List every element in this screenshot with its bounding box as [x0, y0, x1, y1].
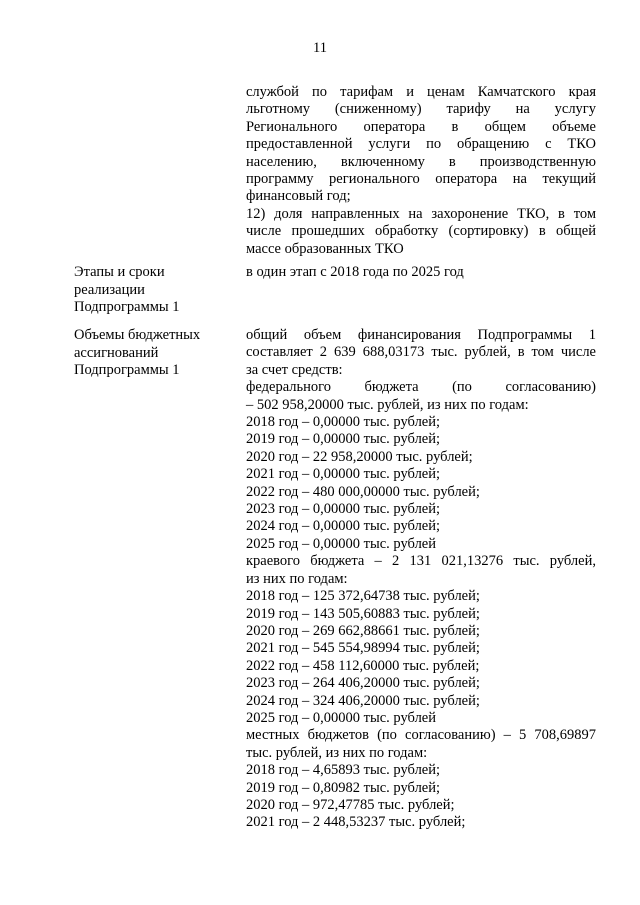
text-line: льготному (сниженному) тарифу на услугу	[246, 101, 596, 118]
text-line: 2021 год – 0,00000 тыс. рублей;	[246, 466, 441, 483]
text-line: в один этап с 2018 года по 2025 год	[246, 264, 464, 280]
label-line: реализации	[74, 281, 145, 298]
text-line: общий объем финансирования Подпрограммы 1	[246, 327, 596, 343]
text-line: 2018 год – 125 372,64738 тыс. рублей;	[246, 588, 480, 605]
row-content	[246, 327, 596, 832]
text-line: 2025 год – 0,00000 тыс. рублей	[246, 709, 437, 726]
text-line: 2020 год – 972,47785 тыс. рублей;	[246, 796, 455, 813]
text-line: 2019 год – 0,00000 тыс. рублей;	[246, 431, 441, 448]
text-line: составляет 2 639 688,03173 тыс. рублей, в том числе	[246, 344, 596, 361]
label-line: Объемы бюджетных	[74, 327, 201, 343]
text-line: 2024 год – 324 406,20000 тыс. рублей;	[246, 692, 480, 709]
text-line: населению, включенному в производственную	[246, 153, 596, 170]
text-line: местных бюджетов (по согласованию) – 5 708,69897	[246, 727, 596, 744]
row-label	[74, 327, 239, 380]
text-line: массе образованных ТКО	[246, 240, 404, 257]
text-line: из них по годам:	[246, 570, 348, 587]
text-line: 2020 год – 22 958,20000 тыс. рублей;	[246, 448, 473, 465]
text-line: за счет средств:	[246, 361, 343, 378]
row-label	[74, 264, 239, 317]
text-line: 2023 год – 0,00000 тыс. рублей;	[246, 501, 441, 518]
text-line: числе прошедших обработку (сортировку) в общей	[246, 223, 596, 240]
text-line: 2022 год – 480 000,00000 тыс. рублей;	[246, 483, 480, 500]
text-line: 2021 год – 2 448,53237 тыс. рублей;	[246, 814, 466, 831]
text-line: финансовый год;	[246, 188, 351, 205]
text-line: 2019 год – 143 505,60883 тыс. рублей;	[246, 605, 480, 622]
text-line: федерального бюджета (по согласованию)	[246, 379, 596, 396]
text-line: 2021 год – 545 554,98994 тыс. рублей;	[246, 640, 480, 657]
text-line: 2023 год – 264 406,20000 тыс. рублей;	[246, 675, 480, 692]
text-line: службой по тарифам и ценам Камчатского края	[246, 84, 596, 100]
label-line: Подпрограммы 1	[74, 299, 180, 316]
text-line: программу регионального оператора на текущий	[246, 171, 596, 188]
text-line: краевого бюджета – 2 131 021,13276 тыс. рублей,	[246, 553, 596, 570]
text-line: 2025 год – 0,00000 тыс. рублей	[246, 535, 437, 552]
row-content	[246, 264, 596, 281]
text-line: 2022 год – 458 112,60000 тыс. рублей;	[246, 657, 480, 674]
text-line: 2018 год – 0,00000 тыс. рублей;	[246, 414, 441, 431]
text-line: Регионального оператора в общем объеме	[246, 118, 596, 135]
text-line: 2020 год – 269 662,88661 тыс. рублей;	[246, 622, 480, 639]
label-line: Подпрограммы 1	[74, 362, 180, 379]
text-line: тыс. рублей, из них по годам:	[246, 744, 428, 761]
row-content	[246, 84, 596, 258]
text-line: 2018 год – 4,65893 тыс. рублей;	[246, 762, 441, 779]
page-number: 11	[313, 40, 327, 56]
text-line: – 502 958,20000 тыс. рублей, из них по годам:	[246, 396, 529, 413]
text-line: предоставленной услуги по обращению с ТКО	[246, 136, 596, 153]
label-line: Этапы и сроки	[74, 264, 165, 280]
text-line: 2019 год – 0,80982 тыс. рублей;	[246, 779, 441, 796]
text-line: 12) доля направленных на захоронение ТКО, в том	[246, 205, 596, 222]
label-line: ассигнований	[74, 344, 159, 361]
text-line: 2024 год – 0,00000 тыс. рублей;	[246, 518, 441, 535]
